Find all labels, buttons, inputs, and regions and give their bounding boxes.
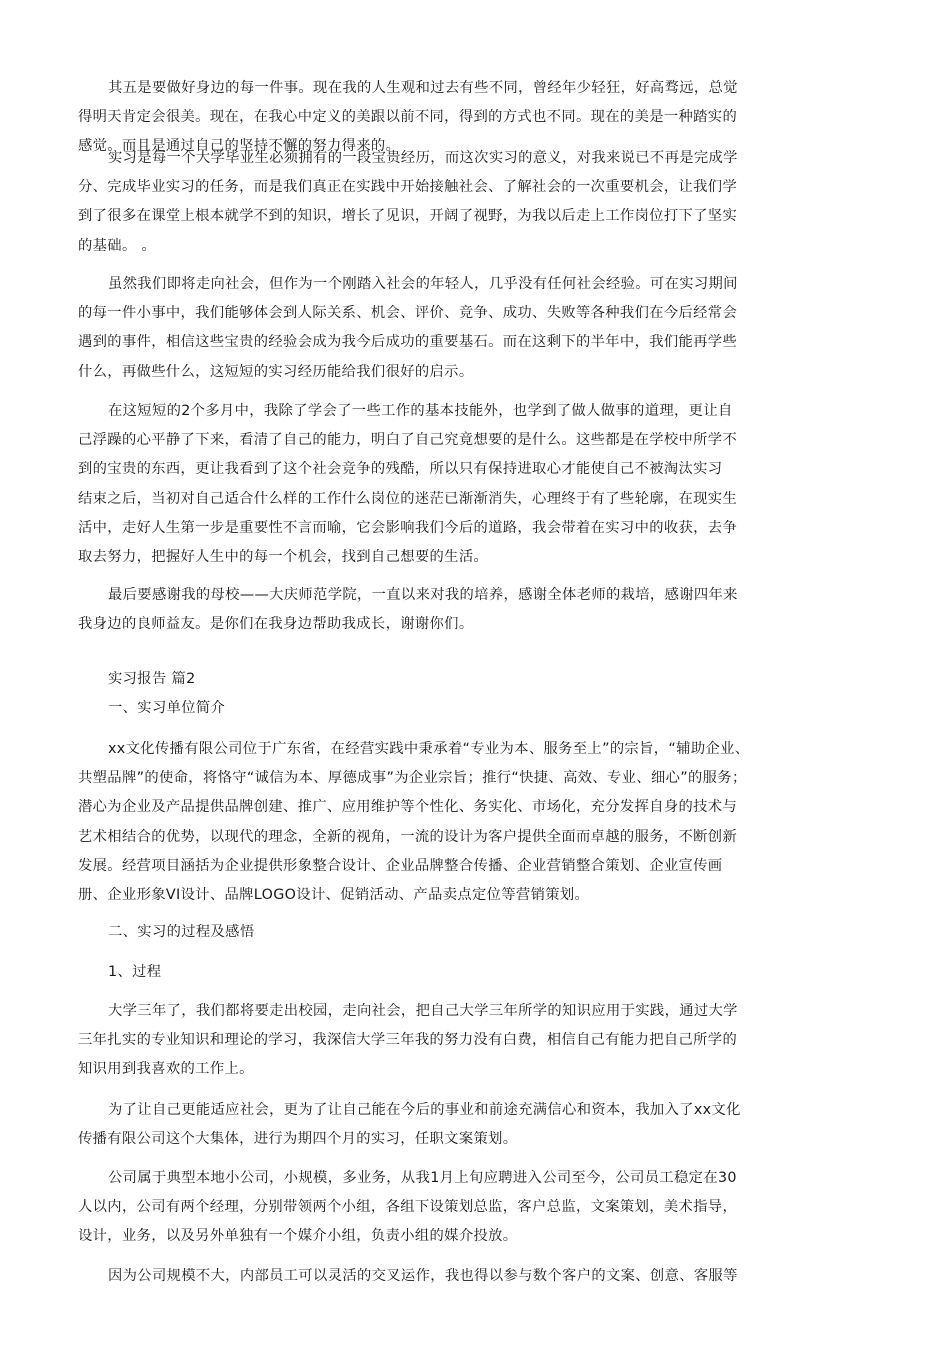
paragraph: [78, 1262, 774, 1291]
text-line: 共塑品牌”的使命，将恪守“诚信为本、厚德成事”为企业宗旨；推行“快捷、高效、专业、细心”的服务；: [78, 770, 747, 787]
text-line: 为了让自己更能适应社会，更为了让自己能在今后的事业和前途充满信心和资本，我加入了xx文化: [108, 1102, 741, 1118]
paragraph: [78, 581, 774, 639]
text-line: 最后要感谢我的母校——大庆师范学院，一直以来对我的培养，感谢全体老师的栽培，感谢四年来: [108, 587, 738, 603]
paragraph: [78, 270, 774, 387]
text-line: 分、完成毕业实习的任务，而是我们真正在实践中开始接触社会、了解社会的一次重要机会，让我们学: [78, 179, 738, 196]
text-line: 传播有限公司这个大集体，进行为期四个月的实习，任职文案策划。: [78, 1131, 518, 1148]
text-line: 的基础。 。: [78, 237, 157, 254]
paragraph: [78, 144, 774, 261]
text-line: 感觉。而且是通过自己的坚持不懈的努力得来的。: [78, 138, 401, 155]
paragraph: [78, 397, 774, 572]
text-line: 公司属于典型本地小公司，小规模，多业务，从我1月上旬应聘进入公司至今，公司员工稳定在30: [108, 1170, 737, 1186]
text-line: 的每一件小事中，我们能够体会到人际关系、机会、评价、竞争、成功、失败等各种我们在今后经常会: [78, 305, 738, 322]
paragraph: [78, 735, 774, 910]
paragraph: [78, 1164, 774, 1252]
text-line: 活中，走好人生第一步是重要性不言而喻，它会影响我们今后的道路，我会带着在实习中的收获，去争: [78, 519, 738, 536]
text-line: 潜心为企业及产品提供品牌创建、推广、应用维护等个性化、务实化、市场化，充分发挥自身的技术与: [78, 799, 738, 816]
text-line: 实习是每一个大学毕业生必须拥有的一段宝贵经历，而这次实习的意义，对我来说已不再是完成学: [108, 150, 738, 166]
text-line: 到了很多在课堂上根本就学不到的知识，增长了见识，开阔了视野，为我以后走上工作岗位打下了坚实: [78, 208, 738, 225]
text-line: 虽然我们即将走向社会，但作为一个刚踏入社会的年轻人，几乎没有任何社会经验。可在实习期间: [108, 276, 738, 292]
report-title: 实习报告 篇2: [108, 671, 196, 687]
text-line: xx文化传播有限公司位于广东省，在经营实践中秉承着“专业为本、服务至上”的宗旨，“辅助企业、: [108, 741, 750, 757]
text-line: 人以内，公司有两个经理，分别带领两个小组，各组下设策划总监，客户总监，文案策划，美术指导，: [78, 1199, 738, 1216]
paragraph: [78, 1096, 774, 1154]
text-line: 设计，业务，以及另外单独有一个媒介小组，负责小组的媒介投放。: [78, 1228, 518, 1245]
text-line: 发展。经营项目涵括为企业提供形象整合设计、企业品牌整合传播、企业营销整合策划、企业宣传画: [78, 857, 723, 874]
text-line: 什么，再做些什么，这短短的实习经历能给我们很好的启示。: [78, 363, 474, 380]
text-line: 在这短短的2个多月中，我除了学会了一些工作的基本技能外，也学到了做人做事的道理，更让自: [108, 403, 733, 419]
subsection-heading: 1、过程: [108, 964, 162, 980]
section-heading-unit-intro: 一、实习单位简介: [108, 700, 226, 716]
text-line: 到的宝贵的东西，更让我看到了这个社会竞争的残酷，所以只有保持进取心才能使自己不被淘汰实习: [78, 461, 723, 478]
text-line: 知识用到我喜欢的工作上。: [78, 1061, 254, 1078]
text-line: 三年扎实的专业知识和理论的学习，我深信大学三年我的努力没有白费，相信自己有能力把自己所学的: [78, 1032, 738, 1049]
text-line: 其五是要做好身边的每一件事。现在我的人生观和过去有些不同，曾经年少轻狂，好高骛远，总觉: [108, 80, 738, 96]
text-line: 得明天肯定会很美。现在，在我心中定义的美跟以前不同，得到的方式也不同。现在的美是一种踏实的: [78, 109, 738, 126]
text-line: 取去努力，把握好人生中的每一个机会，找到自己想要的生活。: [78, 549, 489, 566]
text-line: 大学三年了，我们都将要走出校园，走向社会，把自己大学三年所学的知识应用于实践，通过大学: [108, 1003, 738, 1019]
text-line: 己浮躁的心平静了下来，看清了自己的能力，明白了自己究竟想要的是什么。这些都是在学校中所学不: [78, 432, 738, 449]
paragraph: [78, 997, 774, 1085]
text-line: 结束之后，当初对自己适合什么样的工作什么岗位的迷茫已渐渐消失，心理终于有了些轮廓，在现实生: [78, 490, 738, 507]
text-line: 我身边的良师益友。是你们在我身边帮助我成长，谢谢你们。: [78, 616, 474, 633]
text-line: 遇到的事件，相信这些宝贵的经验会成为我今后成功的重要基石。而在这剩下的半年中，我们能再学些: [78, 334, 738, 351]
text-line: 艺术相结合的优势，以现代的理念，全新的视角，一流的设计为客户提供全面而卓越的服务，不断创新: [78, 828, 738, 845]
text-line: 因为公司规模不大，内部员工可以灵活的交叉运作，我也得以参与数个客户的文案、创意、客服等: [108, 1268, 738, 1284]
section-heading-process: 二、实习的过程及感悟: [108, 924, 255, 940]
text-line: 册、企业形象VI设计、品牌LOGO设计、促销活动、产品卖点定位等营销策划。: [78, 887, 590, 904]
